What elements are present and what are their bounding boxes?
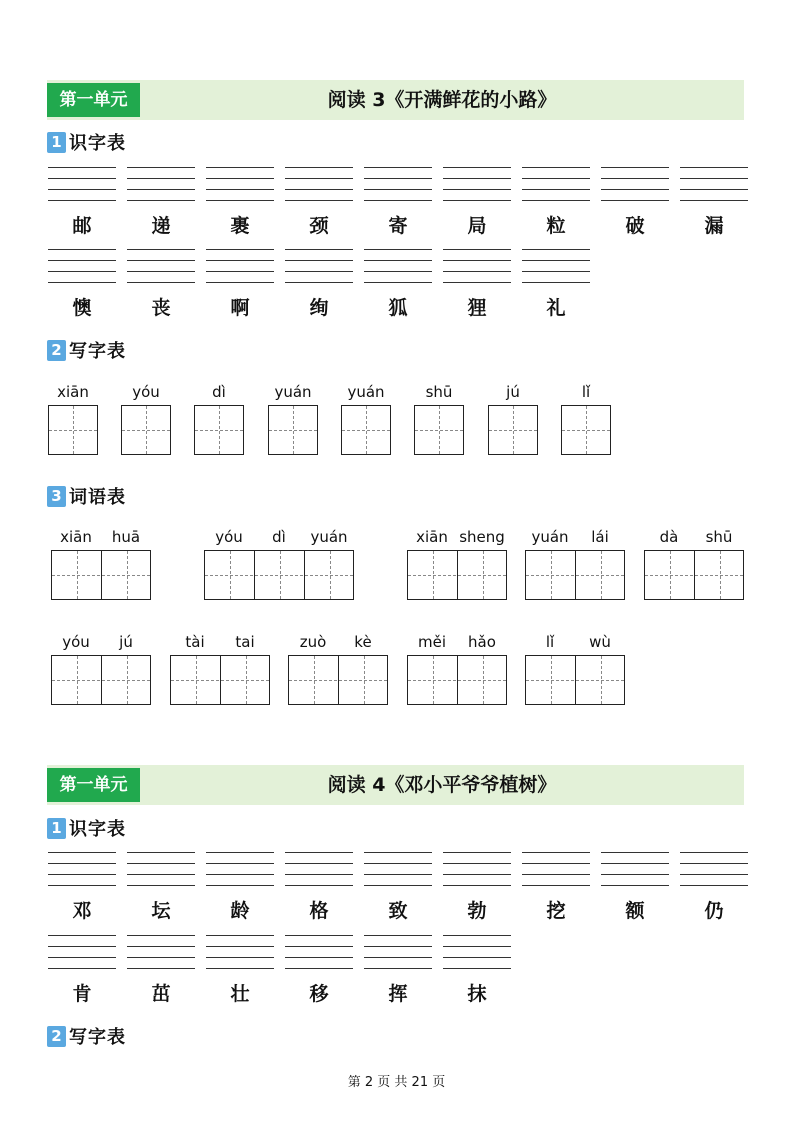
tianzige-box bbox=[414, 405, 464, 455]
pinyin-label: shū bbox=[705, 528, 733, 546]
pinyin-label: yóu bbox=[215, 528, 243, 546]
hanzi-char: 仍 bbox=[704, 900, 724, 922]
hanzi-char: 肯 bbox=[72, 983, 92, 1005]
section-number-badge: 3 bbox=[47, 486, 66, 507]
grid-guide-h bbox=[195, 430, 243, 431]
hanzi-char: 粒 bbox=[546, 215, 566, 237]
lesson3-section3-header bbox=[47, 484, 126, 508]
pinyin-label: yóu bbox=[132, 383, 160, 401]
section-number-badge: 2 bbox=[47, 1026, 66, 1047]
grid-guide-h bbox=[122, 430, 170, 431]
pinyin-writing-lines bbox=[443, 852, 511, 885]
word-grid-box bbox=[170, 655, 270, 705]
pinyin-label: jú bbox=[119, 633, 133, 651]
unit-tag: 第一单元 bbox=[47, 768, 140, 802]
lesson4-banner bbox=[47, 765, 744, 805]
tianzige-box bbox=[48, 405, 98, 455]
pinyin-label: jú bbox=[506, 383, 520, 401]
pinyin-label: dà bbox=[659, 528, 679, 546]
hanzi-char: 移 bbox=[309, 983, 329, 1005]
pinyin-writing-lines bbox=[48, 935, 116, 968]
pinyin-label: xiān bbox=[416, 528, 448, 546]
pinyin-label: zuò bbox=[299, 633, 327, 651]
section-label: 写字表 bbox=[69, 341, 126, 362]
tianzige-box bbox=[121, 405, 171, 455]
word-grid-box bbox=[525, 550, 625, 600]
section-number-badge: 1 bbox=[47, 132, 66, 153]
pinyin-writing-lines bbox=[127, 249, 195, 282]
pinyin-label: wù bbox=[589, 633, 611, 651]
pinyin-writing-lines bbox=[522, 249, 590, 282]
pinyin-writing-lines bbox=[443, 935, 511, 968]
tianzige-box bbox=[194, 405, 244, 455]
section-number-badge: 1 bbox=[47, 818, 66, 839]
hanzi-char: 格 bbox=[309, 900, 329, 922]
pinyin-writing-lines bbox=[443, 249, 511, 282]
pinyin-writing-lines bbox=[285, 167, 353, 200]
grid-guide-h bbox=[49, 430, 97, 431]
section-label: 词语表 bbox=[69, 487, 126, 508]
pinyin-label: xiān bbox=[60, 528, 92, 546]
section-number-badge: 2 bbox=[47, 340, 66, 361]
hanzi-char: 啊 bbox=[230, 297, 250, 319]
lesson3-section1-header bbox=[47, 130, 126, 154]
pinyin-writing-lines bbox=[206, 167, 274, 200]
tianzige-box bbox=[341, 405, 391, 455]
hanzi-char: 局 bbox=[467, 215, 487, 237]
pinyin-writing-lines bbox=[680, 167, 748, 200]
hanzi-char: 邓 bbox=[72, 900, 92, 922]
word-grid-box bbox=[204, 550, 354, 600]
pinyin-writing-lines bbox=[127, 167, 195, 200]
hanzi-char: 挥 bbox=[388, 983, 408, 1005]
section-label: 写字表 bbox=[69, 1027, 126, 1048]
pinyin-label: yóu bbox=[62, 633, 90, 651]
grid-guide-h bbox=[645, 575, 743, 576]
hanzi-char: 寄 bbox=[388, 215, 408, 237]
hanzi-char: 额 bbox=[625, 900, 645, 922]
hanzi-char: 破 bbox=[625, 215, 645, 237]
grid-guide-h bbox=[342, 430, 390, 431]
tianzige-box bbox=[561, 405, 611, 455]
grid-guide-h bbox=[408, 575, 506, 576]
lesson3-section2-header bbox=[47, 338, 126, 362]
hanzi-char: 龄 bbox=[230, 900, 250, 922]
word-grid-box bbox=[288, 655, 388, 705]
pinyin-writing-lines bbox=[680, 852, 748, 885]
grid-guide-h bbox=[408, 680, 506, 681]
grid-guide-h bbox=[289, 680, 387, 681]
pinyin-writing-lines bbox=[127, 935, 195, 968]
pinyin-label: dì bbox=[212, 383, 226, 401]
pinyin-label: shū bbox=[425, 383, 453, 401]
hanzi-char: 递 bbox=[151, 215, 171, 237]
grid-guide-h bbox=[205, 575, 353, 576]
tianzige-box bbox=[488, 405, 538, 455]
pinyin-writing-lines bbox=[443, 167, 511, 200]
pinyin-writing-lines bbox=[364, 935, 432, 968]
hanzi-char: 抹 bbox=[467, 983, 487, 1005]
pinyin-writing-lines bbox=[48, 852, 116, 885]
grid-guide-h bbox=[171, 680, 269, 681]
word-grid-box bbox=[525, 655, 625, 705]
hanzi-char: 漏 bbox=[704, 215, 724, 237]
grid-guide-h bbox=[52, 680, 150, 681]
pinyin-label: tai bbox=[235, 633, 255, 651]
pinyin-label: kè bbox=[354, 633, 372, 651]
pinyin-writing-lines bbox=[48, 167, 116, 200]
pinyin-writing-lines bbox=[285, 935, 353, 968]
pinyin-writing-lines bbox=[285, 852, 353, 885]
word-grid-box bbox=[407, 655, 507, 705]
word-grid-box bbox=[407, 550, 507, 600]
pinyin-writing-lines bbox=[364, 852, 432, 885]
grid-guide-h bbox=[526, 680, 624, 681]
pinyin-writing-lines bbox=[206, 249, 274, 282]
hanzi-char: 茁 bbox=[151, 983, 171, 1005]
pinyin-label: sheng bbox=[459, 528, 505, 546]
hanzi-char: 绚 bbox=[309, 297, 329, 319]
pinyin-writing-lines bbox=[48, 249, 116, 282]
word-grid-box bbox=[51, 550, 151, 600]
grid-guide-h bbox=[562, 430, 610, 431]
pinyin-label: yuán bbox=[347, 383, 385, 401]
hanzi-char: 狸 bbox=[467, 297, 487, 319]
pinyin-label: lǐ bbox=[581, 383, 591, 401]
grid-guide-h bbox=[52, 575, 150, 576]
lesson4-section1-header bbox=[47, 816, 126, 840]
grid-guide-h bbox=[269, 430, 317, 431]
hanzi-char: 致 bbox=[388, 900, 408, 922]
pinyin-label: yuán bbox=[531, 528, 569, 546]
pinyin-label: měi bbox=[417, 633, 446, 651]
lesson3-banner bbox=[47, 80, 744, 120]
section-label: 识字表 bbox=[69, 819, 126, 840]
hanzi-char: 颈 bbox=[309, 215, 329, 237]
pinyin-label: xiān bbox=[57, 383, 89, 401]
section-label: 识字表 bbox=[69, 133, 126, 154]
pinyin-writing-lines bbox=[206, 935, 274, 968]
pinyin-writing-lines bbox=[601, 852, 669, 885]
lesson4-title: 阅读 4《邓小平爷爷植树》 bbox=[327, 774, 557, 796]
hanzi-char: 坛 bbox=[151, 900, 171, 922]
pinyin-writing-lines bbox=[127, 852, 195, 885]
unit-tag: 第一单元 bbox=[47, 83, 140, 117]
pinyin-label: dì bbox=[272, 528, 286, 546]
hanzi-char: 懊 bbox=[72, 297, 92, 319]
pinyin-writing-lines bbox=[285, 249, 353, 282]
hanzi-char: 邮 bbox=[72, 215, 92, 237]
pinyin-label: tài bbox=[185, 633, 205, 651]
hanzi-char: 勃 bbox=[467, 900, 487, 922]
grid-guide-h bbox=[415, 430, 463, 431]
pinyin-writing-lines bbox=[522, 852, 590, 885]
tianzige-box bbox=[268, 405, 318, 455]
lesson3-title: 阅读 3《开满鲜花的小路》 bbox=[327, 89, 557, 111]
pinyin-label: huā bbox=[111, 528, 141, 546]
word-grid-box bbox=[644, 550, 744, 600]
pinyin-writing-lines bbox=[364, 167, 432, 200]
pinyin-label: hǎo bbox=[468, 633, 496, 651]
page-footer: 第 2 页 共 21 页 bbox=[347, 1075, 446, 1090]
hanzi-char: 挖 bbox=[546, 900, 566, 922]
pinyin-label: yuán bbox=[310, 528, 348, 546]
pinyin-label: yuán bbox=[274, 383, 312, 401]
word-grid-box bbox=[51, 655, 151, 705]
pinyin-writing-lines bbox=[364, 249, 432, 282]
hanzi-char: 壮 bbox=[230, 983, 250, 1005]
hanzi-char: 狐 bbox=[388, 297, 408, 319]
hanzi-char: 丧 bbox=[151, 297, 171, 319]
lesson4-section2-header bbox=[47, 1024, 126, 1048]
hanzi-char: 礼 bbox=[546, 297, 566, 319]
pinyin-writing-lines bbox=[206, 852, 274, 885]
grid-guide-h bbox=[489, 430, 537, 431]
pinyin-writing-lines bbox=[522, 167, 590, 200]
pinyin-label: lǐ bbox=[545, 633, 555, 651]
pinyin-writing-lines bbox=[601, 167, 669, 200]
grid-guide-h bbox=[526, 575, 624, 576]
hanzi-char: 裹 bbox=[230, 215, 250, 237]
pinyin-label: lái bbox=[591, 528, 609, 546]
